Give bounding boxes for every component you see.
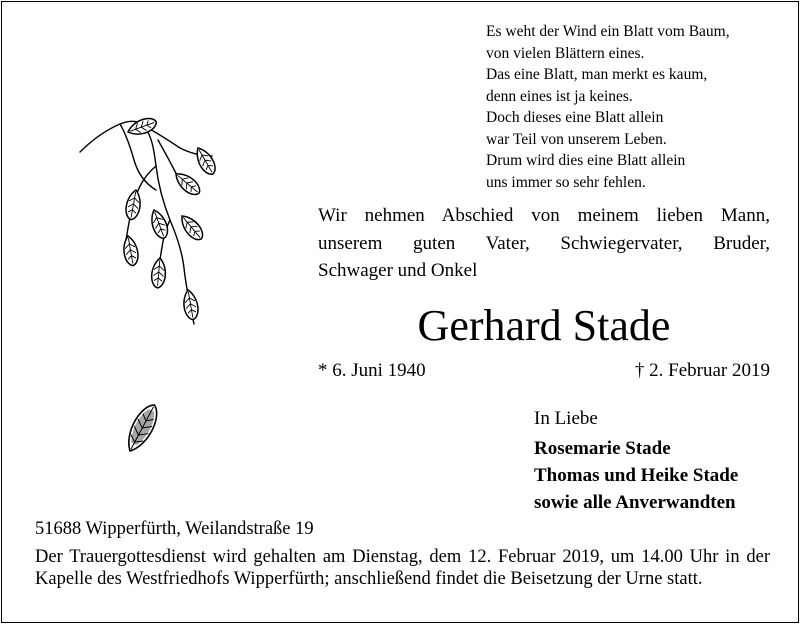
poem-line: war Teil von unserem Leben.: [486, 130, 667, 148]
funeral-service-notice: Der Trauergottesdienst wird gehalten am Dienstag, dem 12. Februar 2019, um 14.00 Uhr in der Kapelle des Westfriedhofs Wipperfürth; anschließend findet die Beisetzung der Urne statt.: [35, 547, 770, 589]
mourner-name: Rosemarie Stade: [534, 438, 671, 459]
obituary-card: [1, 1, 799, 623]
poem-line: Das eine Blatt, man merkt es kaum,: [486, 66, 708, 83]
farewell-line: Wir nehmen Abschied von meinem lieben Mann,: [318, 205, 770, 226]
poem-line: Es weht der Wind ein Blatt vom Baum,: [486, 23, 730, 40]
death-date: † 2. Februar 2019: [634, 360, 770, 381]
deceased-name: Gerhard Stade: [417, 301, 671, 350]
poem-line: denn eines ist ja keines.: [486, 87, 633, 105]
farewell-statement: [318, 202, 770, 285]
mourners-block: [534, 405, 738, 516]
family-address: 51688 Wipperfürth, Weilandstraße 19: [35, 519, 314, 539]
farewell-line: unserem guten Vater, Schwiegervater, Bruder,: [318, 232, 770, 254]
memorial-poem: [486, 21, 730, 193]
birth-date: * 6. Juni 1940: [318, 360, 426, 381]
birch-branch-illustration: [72, 110, 232, 340]
mourner-name: sowie alle Anverwandten: [534, 492, 736, 513]
falling-leaf-illustration: [124, 395, 168, 459]
poem-line: uns immer so sehr fehlen.: [486, 173, 646, 191]
poem-line: von vielen Blättern eines.: [486, 44, 645, 62]
poem-line: Doch dieses eine Blatt allein: [486, 109, 664, 126]
farewell-line: Schwager und Onkel: [318, 260, 478, 281]
mourners-label: In Liebe: [534, 408, 598, 429]
mourner-name: Thomas und Heike Stade: [534, 465, 739, 486]
poem-line: Drum wird dies eine Blatt allein: [486, 152, 686, 169]
